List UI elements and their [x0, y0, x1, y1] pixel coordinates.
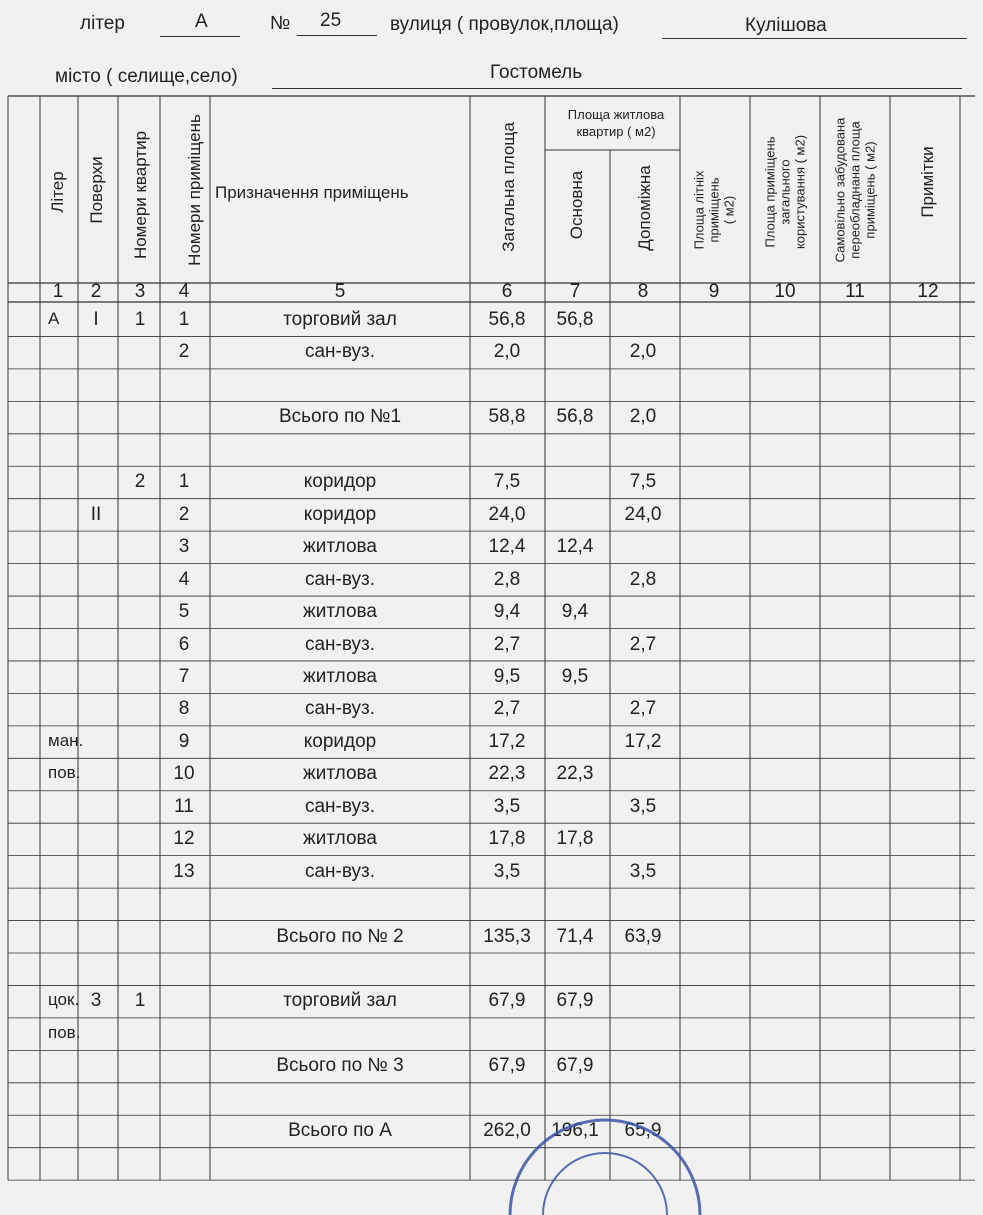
col-header-purpose: Призначення приміщень [215, 183, 409, 202]
cell-liter: ман. [48, 730, 84, 750]
column-number: 9 [708, 281, 720, 302]
column-number: 10 [774, 281, 796, 302]
cell-total-area: 24,0 [488, 503, 526, 525]
column-number: 2 [90, 281, 102, 302]
cell-purpose: коридор [303, 730, 377, 752]
cell-purpose: житлова [303, 601, 377, 623]
cell-main-area: 9,4 [561, 601, 589, 623]
col-header-liter: Літер [48, 171, 67, 213]
header-line: користування ( м2) [792, 134, 808, 250]
header-line: загального [777, 159, 793, 225]
cell-floor: ІІ [90, 503, 102, 525]
cell-aux-area: 3,5 [629, 860, 657, 882]
cell-total-area: 135,3 [483, 925, 531, 947]
number-value: 25 [320, 10, 342, 31]
cell-room: 2 [178, 503, 190, 525]
cell-purpose: сан-вуз. [304, 568, 376, 590]
cell-room: 7 [178, 665, 190, 687]
cell-aux-area: 17,2 [624, 730, 662, 752]
cell-purpose: житлова [303, 763, 377, 785]
header-line: приміщень [706, 177, 722, 243]
cell-room: 6 [178, 633, 190, 655]
cell-purpose: сан-вуз. [304, 633, 376, 655]
cell-aux-area: 2,0 [629, 406, 657, 428]
cell-purpose: житлова [303, 828, 377, 850]
number-label: № [270, 13, 291, 34]
column-number: 8 [637, 281, 649, 302]
cell-liter: А [48, 309, 60, 328]
cell-total-area: 2,0 [493, 341, 521, 363]
cell-room: 1 [178, 471, 190, 493]
cell-main-area: 17,8 [556, 828, 594, 850]
cell-aux-area: 24,0 [624, 503, 662, 525]
cell-purpose: Всього по № 2 [276, 925, 404, 947]
header-line: приміщень ( м2) [862, 141, 878, 239]
cell-room: 10 [173, 763, 195, 785]
col-header-floors: Поверхи [87, 156, 106, 224]
column-number: 11 [845, 281, 865, 302]
cell-main-area: 56,8 [556, 309, 594, 330]
cell-purpose: коридор [303, 471, 377, 493]
street-label: вулиця ( провулок,площа) [390, 14, 619, 35]
cell-room: 1 [178, 309, 190, 330]
cell-total-area: 17,2 [488, 730, 526, 752]
cell-main-area: 67,9 [556, 990, 594, 1012]
cell-total-area: 17,8 [488, 828, 526, 850]
cell-purpose: сан-вуз. [304, 860, 376, 882]
official-stamp [490, 1105, 720, 1215]
cell-main-area: 71,4 [556, 925, 594, 947]
cell-apartment: 2 [134, 471, 146, 493]
col-header-notes: Примітки [918, 146, 937, 218]
cell-purpose: торговий зал [283, 309, 397, 330]
column-number: 4 [178, 281, 190, 302]
stamp-inner-ring [543, 1153, 667, 1215]
column-number: 3 [134, 281, 146, 302]
col-header-summer-area [692, 171, 737, 250]
column-number: 1 [52, 281, 64, 302]
cell-main-area: 9,5 [561, 665, 589, 687]
cell-aux-area: 7,5 [629, 471, 657, 493]
cell-apartment: 1 [134, 990, 146, 1012]
cell-aux-area: 2,7 [629, 698, 657, 720]
cell-main-area: 22,3 [556, 763, 594, 785]
cell-room: 9 [178, 730, 190, 752]
cell-total-area: 67,9 [488, 1055, 526, 1077]
cell-liter: цок. [48, 990, 80, 1010]
cell-total-area: 22,3 [488, 763, 526, 785]
column-number: 5 [334, 281, 346, 302]
column-number: 7 [569, 281, 581, 302]
cell-purpose: Всього по № 3 [276, 1055, 404, 1077]
cell-room: 3 [178, 536, 190, 558]
cell-total-area: 2,7 [493, 633, 521, 655]
cell-total-area: 3,5 [493, 860, 521, 882]
cell-total-area: 7,5 [493, 471, 521, 493]
cell-room: 11 [174, 795, 194, 817]
column-number: 6 [501, 281, 513, 302]
cell-room: 8 [178, 698, 190, 720]
cell-total-area: 58,8 [488, 406, 526, 428]
col-header-common-area [763, 135, 808, 249]
cell-liter: пов. [48, 1022, 81, 1042]
col-header-rooms: Номери приміщень [185, 114, 204, 266]
col-header-auxiliary: Допоміжна [635, 165, 654, 251]
cell-room: 5 [178, 601, 190, 623]
cell-purpose: сан-вуз. [304, 341, 376, 363]
cell-total-area: 12,4 [488, 536, 526, 558]
col-header-main: Основна [567, 170, 586, 240]
cell-main-area: 67,9 [556, 1055, 594, 1077]
stamp-outer-ring [510, 1120, 700, 1215]
cell-purpose: коридор [303, 503, 377, 525]
col-header-unauthorized-area [833, 118, 878, 263]
city-label: місто ( селище,село) [55, 66, 238, 87]
header-line: Площа літніх [691, 170, 707, 250]
liter-label: літер [80, 13, 125, 34]
cell-total-area: 2,7 [493, 698, 521, 720]
cell-aux-area: 2,7 [629, 633, 657, 655]
header-line: Самовільно забудована [832, 117, 848, 263]
cell-aux-area: 3,5 [629, 795, 657, 817]
cell-purpose: торговий зал [283, 990, 397, 1012]
col-header-total-area: Загальна площа [499, 122, 518, 252]
cell-total-area: 9,4 [493, 601, 521, 623]
column-number: 12 [917, 281, 939, 302]
header-line: переобладнана площа [847, 121, 863, 259]
cell-floor: І [93, 309, 99, 330]
cell-total-area: 9,5 [493, 665, 521, 687]
cell-total-area: 3,5 [493, 795, 521, 817]
cell-main-area: 196,1 [551, 1120, 599, 1142]
header-line: Площа приміщень [762, 136, 778, 248]
cell-apartment: 1 [134, 309, 146, 330]
cell-main-area: 12,4 [556, 536, 594, 558]
cell-room: 12 [173, 828, 195, 850]
cell-room: 2 [178, 341, 190, 363]
cell-purpose: житлова [303, 536, 377, 558]
cell-purpose: Всього по А [288, 1120, 392, 1142]
cell-total-area: 67,9 [488, 990, 526, 1012]
col-header-living-area-group: Площа житлова квартир ( м2) [567, 107, 665, 139]
cell-aux-area: 2,0 [629, 341, 657, 363]
cell-purpose: житлова [303, 665, 377, 687]
cell-total-area: 262,0 [483, 1120, 531, 1142]
cell-liter: пов. [48, 763, 81, 783]
cell-total-area: 56,8 [488, 309, 526, 330]
cell-aux-area: 2,8 [629, 568, 657, 590]
cell-purpose: сан-вуз. [304, 698, 376, 720]
cell-aux-area: 63,9 [624, 925, 662, 947]
cell-total-area: 2,8 [493, 568, 521, 590]
cell-main-area: 56,8 [556, 406, 594, 428]
col-header-apartments: Номери квартир [131, 130, 150, 260]
city-value: Гостомель [490, 62, 583, 83]
cell-aux-area: 65,9 [624, 1120, 662, 1142]
street-value: Кулішова [745, 15, 827, 36]
cell-purpose: Всього по №1 [278, 406, 402, 428]
cell-purpose: сан-вуз. [304, 795, 376, 817]
cell-room: 13 [173, 860, 195, 882]
cell-floor: 3 [90, 990, 102, 1012]
liter-value: А [195, 11, 208, 32]
header-line: ( м2) [721, 195, 737, 225]
cell-room: 4 [178, 568, 190, 590]
